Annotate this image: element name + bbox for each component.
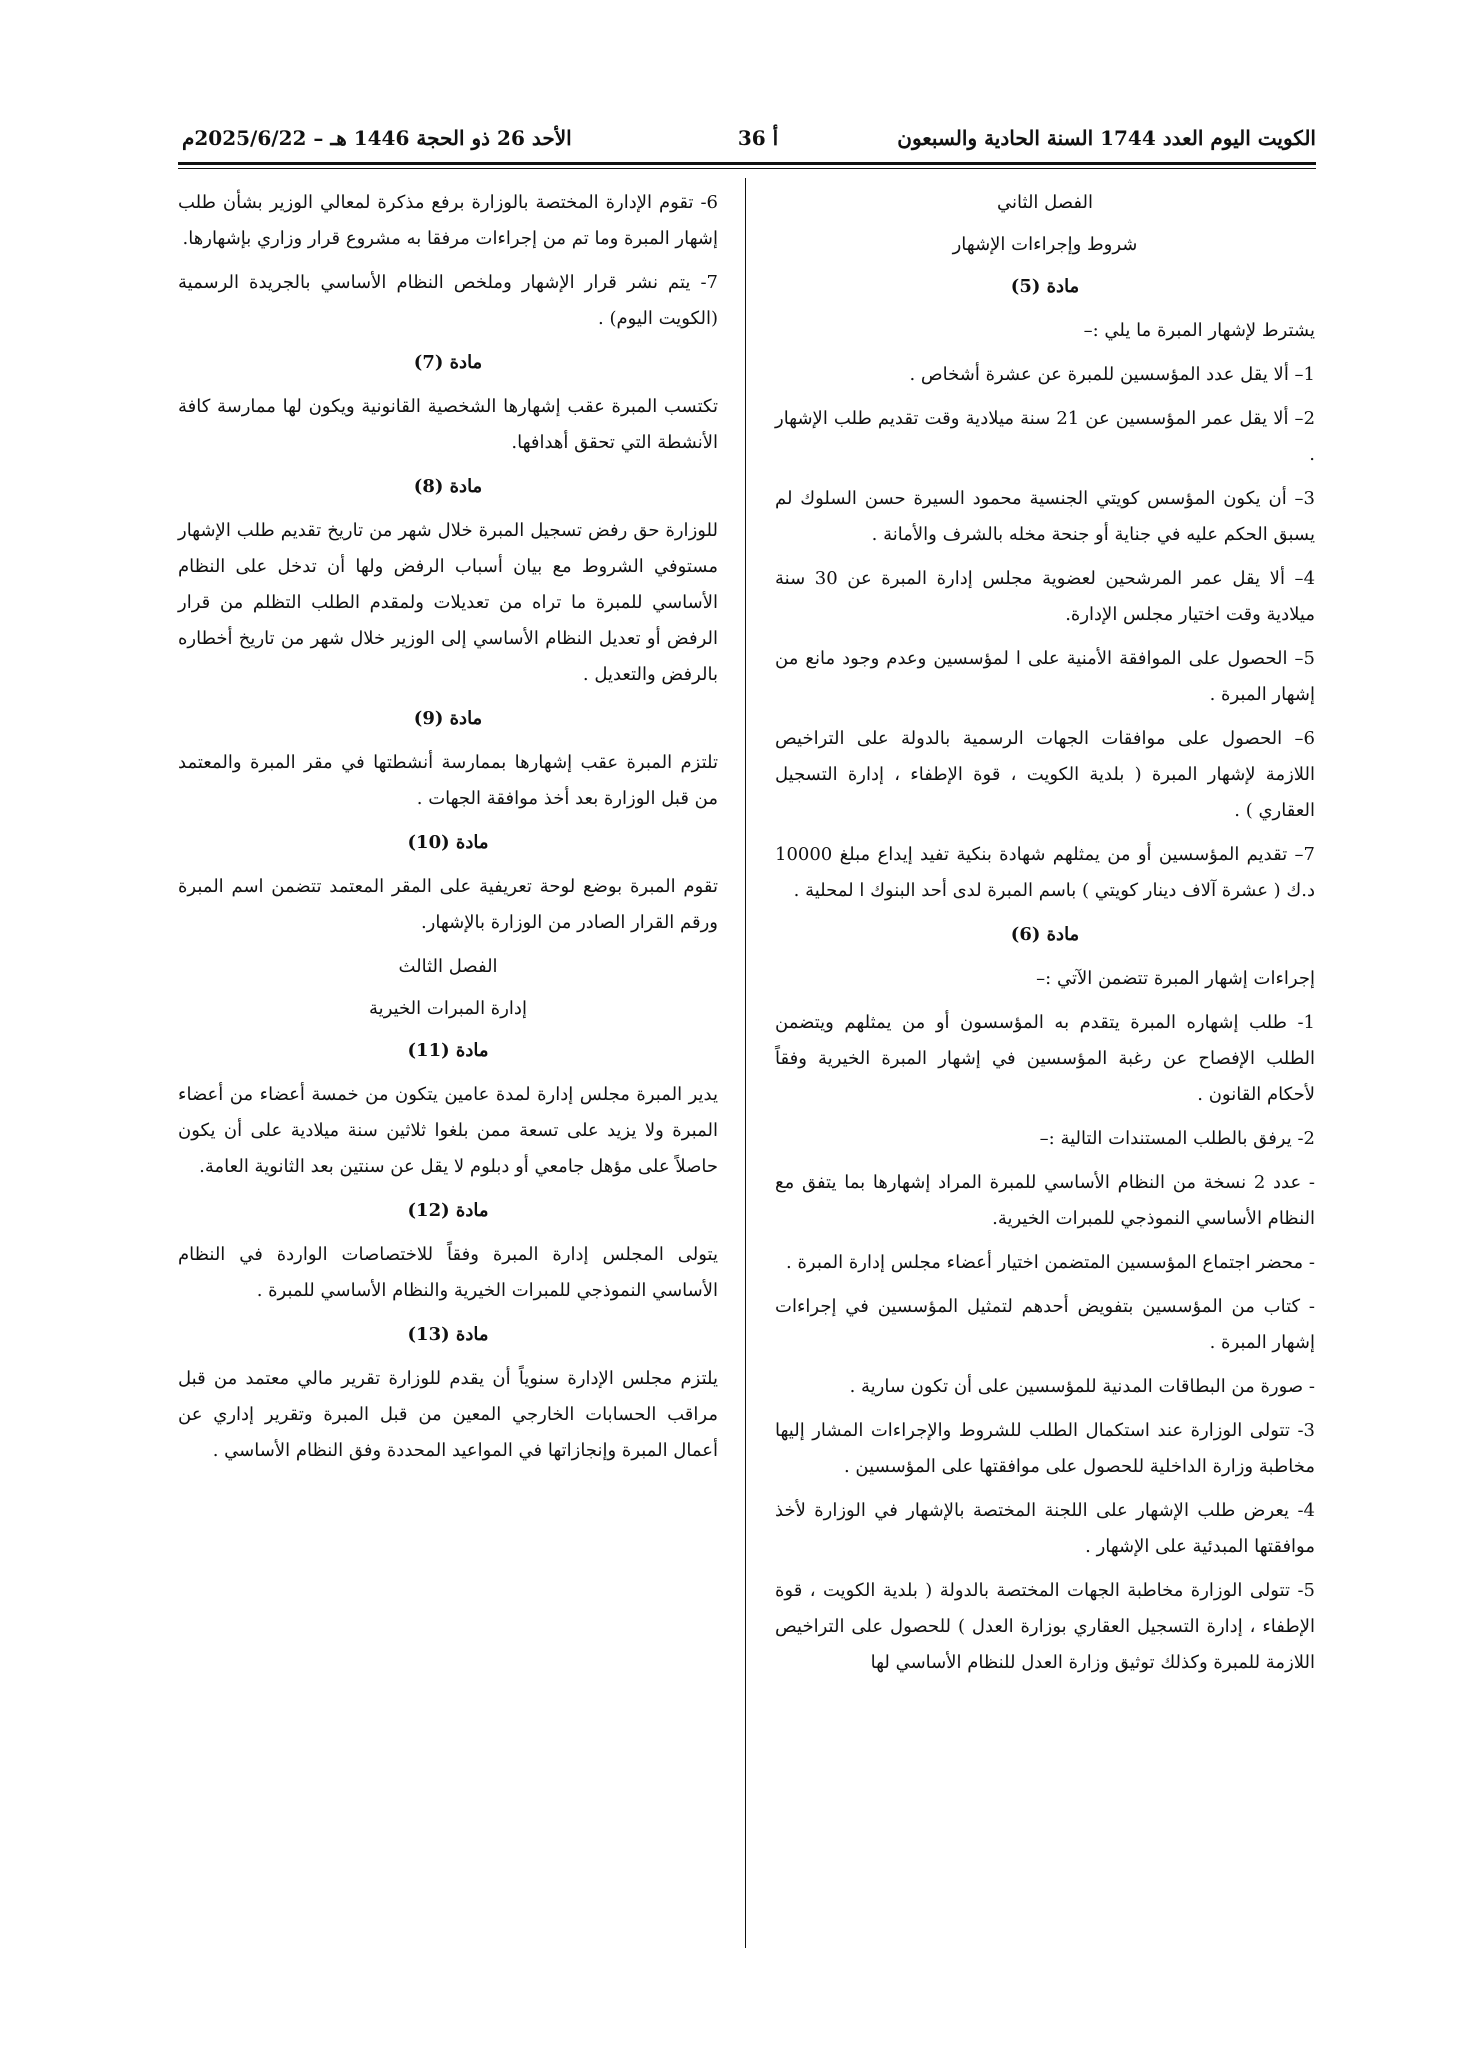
header-rule-thick [178, 162, 1316, 165]
column-divider [745, 178, 746, 1948]
section-heading: شروط وإجراءات الإشهار [952, 234, 1138, 255]
article-heading: مادة (6) [1010, 924, 1080, 945]
section-heading: إدارة المبرات الخيرية [369, 998, 527, 1019]
paragraph: 6– الحصول على موافقات الجهات الرسمية بالدولة على التراخيص اللازمة لإشهار المبرة ( بلدية الكويت ، قوة الإطفاء ، إدارة التسجيل العقاري ) . [775, 728, 1315, 821]
paragraph: يشترط لإشهار المبرة ما يلي :– [1083, 320, 1315, 341]
paragraph: إجراءات إشهار المبرة تتضمن الآتي :– [1036, 968, 1315, 989]
paragraph: 6- تقوم الإدارة المختصة بالوزارة برفع مذكرة لمعالي الوزير بشأن طلب إشهار المبرة وما تم من إجراءات مرفقا به مشروع قرار وزاري بإشهارها. [178, 192, 718, 249]
paragraph: 3– أن يكون المؤسس كويتي الجنسية محمود السيرة حسن السلوك لم يسبق الحكم عليه في جناية أو جنحة مخله بالشرف والأمانة . [775, 488, 1315, 545]
paragraph: 2– ألا يقل عمر المؤسسين عن 21 سنة ميلادية وقت تقديم طلب الإشهار . [775, 408, 1316, 465]
article-heading: مادة (11) [407, 1040, 489, 1061]
paragraph: 5- تتولى الوزارة مخاطبة الجهات المختصة بالدولة ( بلدية الكويت ، قوة الإطفاء ، إدارة التسجيل العقاري بوزارة العدل ) للحصول على التراخيص اللازمة للمبرة وكذلك توثيق وزارة العدل للنظام الأساسي لها [775, 1580, 1315, 1673]
paragraph: يتولى المجلس إدارة المبرة وفقاً للاختصاصات الواردة في النظام الأساسي النموذجي للمبرات الخيرية والنظام الأساسي للمبرة . [178, 1244, 718, 1301]
section-heading: الفصل الثاني [997, 192, 1093, 213]
right-column [775, 185, 1315, 1689]
paragraph: يدير المبرة مجلس إدارة لمدة عامين يتكون من خمسة أعضاء من أعضاء المبرة ولا يزيد على تسعة ممن بلغوا ثلاثين سنة ميلادية على أن يكون حاصلاً على مؤهل جامعي أو دبلوم لا يقل عن سنتين بعد الثانوية العامة. [178, 1084, 718, 1177]
paragraph: 2- يرفق بالطلب المستندات التالية :– [1039, 1128, 1315, 1149]
paragraph: 5– الحصول على الموافقة الأمنية على ا لمؤسسين وعدم وجود مانع من إشهار المبرة . [775, 648, 1315, 705]
paragraph: 3- تتولى الوزارة عند استكمال الطلب للشروط والإجراءات المشار إليها مخاطبة وزارة الداخلية للحصول على موافقتها على المؤسسين . [775, 1420, 1315, 1477]
article-heading: مادة (13) [407, 1324, 489, 1345]
article-heading: مادة (9) [413, 708, 483, 729]
issue-date: الأحد 26 ذو الحجة 1446 هـ – 2025/6/22م [182, 126, 572, 150]
paragraph: تقوم المبرة بوضع لوحة تعريفية على المقر المعتمد تتضمن اسم المبرة ورقم القرار الصادر من الوزارة بالإشهار. [178, 876, 718, 933]
page-number: أ 36 [737, 126, 779, 150]
paragraph: - عدد 2 نسخة من النظام الأساسي للمبرة المراد إشهارها بما يتفق مع النظام الأساسي النموذجي للمبرات الخيرية. [775, 1172, 1315, 1229]
article-heading: مادة (12) [407, 1200, 489, 1221]
paragraph: 1- طلب إشهاره المبرة يتقدم به المؤسسون أو من يمثلهم ويتضمن الطلب الإفصاح عن رغبة المؤسسين في إشهار المبرة الخيرية وفقاً لأحكام القانون . [775, 1012, 1315, 1105]
paragraph: للوزارة حق رفض تسجيل المبرة خلال شهر من تاريخ تقديم طلب الإشهار مستوفي الشروط مع بيان أسباب الرفض ولها أن تدخل على النظام الأساسي للمبرة ما تراه من تعديلات ولمقدم الطلب التظلم من قرار الرفض أو تعديل النظام الأساسي إلى الوزير خلال شهر من تاريخ أخطاره بالرفض والتعديل . [178, 520, 718, 685]
section-heading: الفصل الثالث [398, 956, 498, 977]
gazette-issue-info: الكويت اليوم العدد 1744 السنة الحادية والسبعون [897, 126, 1316, 150]
article-heading: مادة (8) [413, 476, 483, 497]
left-column [178, 185, 718, 1477]
article-heading: مادة (5) [1010, 276, 1080, 297]
paragraph: 4– ألا يقل عمر المرشحين لعضوية مجلس إدارة المبرة عن 30 سنة ميلادية وقت اختيار مجلس الإدارة. [775, 568, 1316, 625]
page-header [178, 118, 1316, 158]
paragraph: 7- يتم نشر قرار الإشهار وملخص النظام الأساسي بالجريدة الرسمية (الكويت اليوم) . [178, 272, 718, 329]
paragraph: - كتاب من المؤسسين بتفويض أحدهم لتمثيل المؤسسين في إجراءات إشهار المبرة . [775, 1296, 1315, 1353]
paragraph: 1– ألا يقل عدد المؤسسين للمبرة عن عشرة أشخاص . [909, 364, 1315, 385]
header-rule-thin [178, 168, 1316, 169]
paragraph: - محضر اجتماع المؤسسين المتضمن اختيار أعضاء مجلس إدارة المبرة . [786, 1252, 1315, 1273]
paragraph: تكتسب المبرة عقب إشهارها الشخصية القانونية ويكون لها ممارسة كافة الأنشطة التي تحقق أهدافها. [178, 396, 718, 453]
paragraph: 4- يعرض طلب الإشهار على اللجنة المختصة بالإشهار في الوزارة لأخذ موافقتها المبدئية على الإشهار . [775, 1500, 1315, 1557]
article-heading: مادة (10) [407, 832, 489, 853]
article-heading: مادة (7) [413, 352, 483, 373]
paragraph: - صورة من البطاقات المدنية للمؤسسين على أن تكون سارية . [849, 1376, 1315, 1397]
paragraph: تلتزم المبرة عقب إشهارها بممارسة أنشطتها في مقر المبرة والمعتمد من قبل الوزارة بعد أخذ موافقة الجهات . [178, 752, 718, 809]
paragraph: يلتزم مجلس الإدارة سنوياً أن يقدم للوزارة تقرير مالي معتمد من قبل مراقب الحسابات الخارجي المعين من قبل المبرة وتقرير إداري عن أعمال المبرة وإنجازاتها في المواعيد المحددة وفق النظام الأساسي . [178, 1368, 718, 1461]
paragraph: 7– تقديم المؤسسين أو من يمثلهم شهادة بنكية تفيد إيداع مبلغ 10000 د.ك ( عشرة آلاف دينار كويتي ) باسم المبرة لدى أحد البنوك ا لمحلية . [775, 844, 1315, 901]
